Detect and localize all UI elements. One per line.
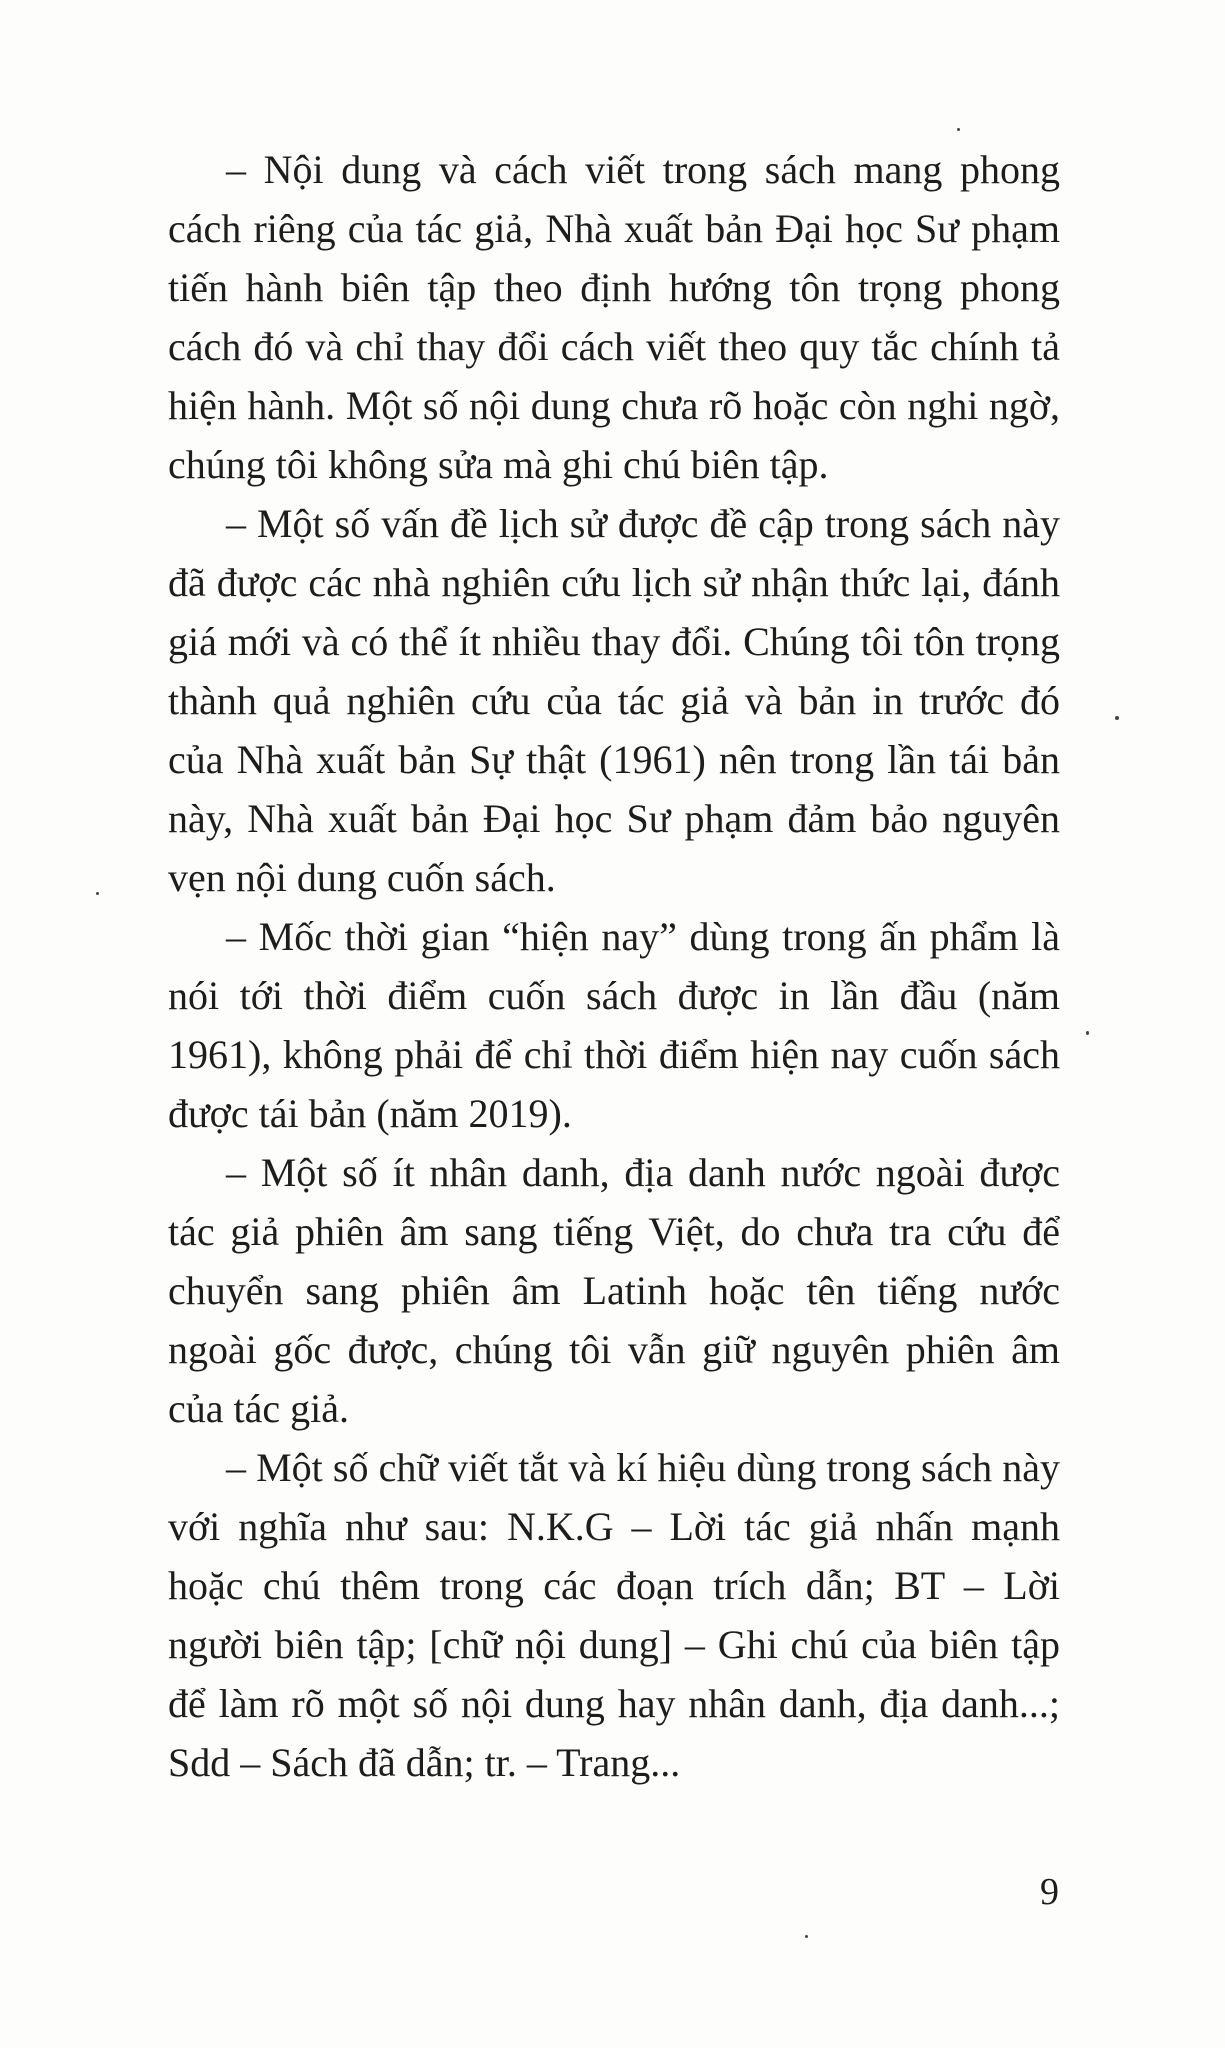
print-speck <box>96 892 99 895</box>
paragraph-historical-issues: – Một số vấn đề lịch sử được đề cập trong sách này đã được các nhà nghiên cứu lịch sử nhận thức lại, đánh giá mới và có thể ít nhiều thay đổi. Chúng tôi tôn trọng thành quả nghiên cứu của tác giả và bản in trước đó của Nhà xuất bản Sự thật (1961) nên trong lần tái bản này, Nhà xuất bản Đại học Sư phạm đảm bảo nguyên vẹn nội dung cuốn sách. <box>168 501 1060 900</box>
page-number: 9 <box>1040 1871 1059 1913</box>
print-speck <box>957 128 960 131</box>
body-text <box>168 140 1060 1792</box>
print-speck <box>805 1935 808 1938</box>
paragraph-editing-style: – Nội dung và cách viết trong sách mang phong cách riêng của tác giả, Nhà xuất bản Đại học Sư phạm tiến hành biên tập theo định hướng tôn trọng phong cách đó và chỉ thay đổi cách viết theo quy tắc chính tả hiện hành. Một số nội dung chưa rõ hoặc còn nghi ngờ, chúng tôi không sửa mà ghi chú biên tập. <box>168 147 1060 487</box>
print-speck <box>1086 1031 1089 1035</box>
paragraph-time-reference: – Mốc thời gian “hiện nay” dùng trong ấn phẩm là nói tới thời điểm cuốn sách được in lần đầu (năm 1961), không phải để chỉ thời điểm hiện nay cuốn sách được tái bản (năm 2019). <box>168 914 1060 1136</box>
print-speck <box>1115 716 1119 720</box>
paragraph-abbreviations: – Một số chữ viết tắt và kí hiệu dùng trong sách này với nghĩa như sau: N.K.G – Lời tác giả nhấn mạnh hoặc chú thêm trong các đoạn trích dẫn; BT – Lời người biên tập; [chữ nội dung] – Ghi chú của biên tập để làm rõ một số nội dung hay nhân danh, địa danh...; Sdd – Sách đã dẫn; tr. – Trang... <box>168 1445 1060 1785</box>
paragraph-foreign-names: – Một số ít nhân danh, địa danh nước ngoài được tác giả phiên âm sang tiếng Việt, do chưa tra cứu để chuyển sang phiên âm Latinh hoặc tên tiếng nước ngoài gốc được, chúng tôi vẫn giữ nguyên phiên âm của tác giả. <box>168 1150 1060 1431</box>
